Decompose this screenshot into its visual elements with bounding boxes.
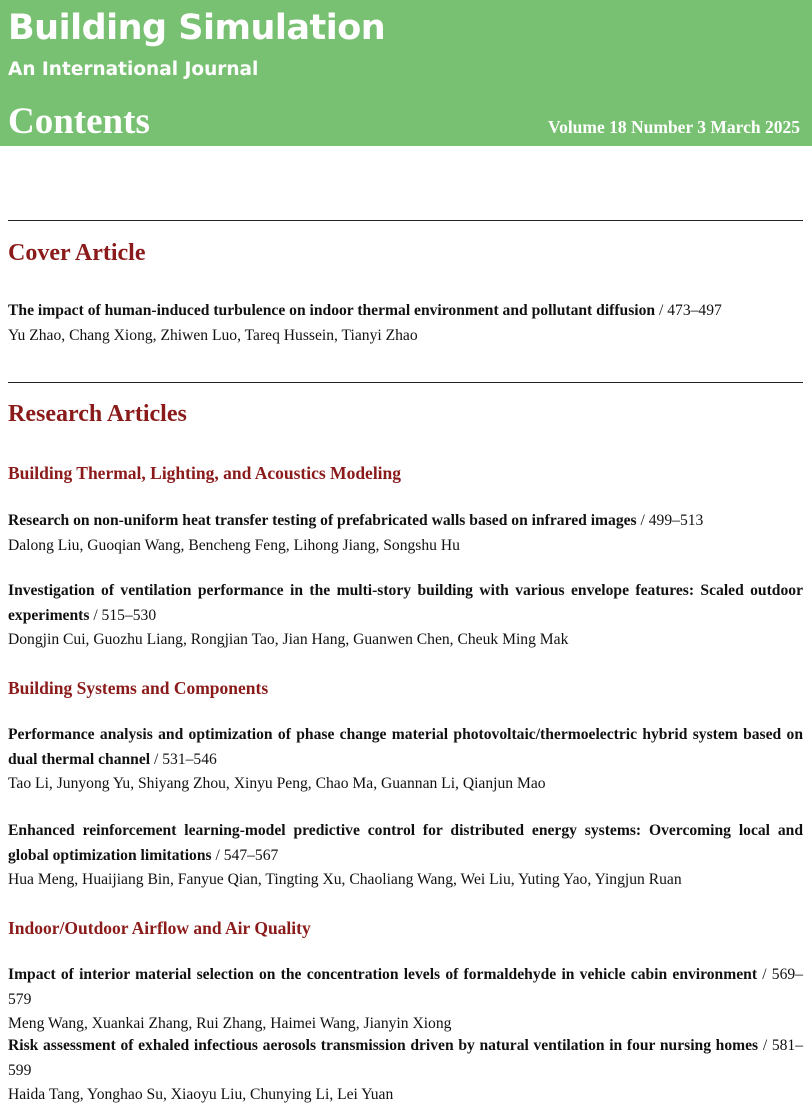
article-entry xyxy=(8,723,803,797)
category-heading: Building Systems and Components xyxy=(8,678,269,698)
divider xyxy=(8,382,803,383)
article-pages: / 531–546 xyxy=(154,750,217,768)
article-authors: Dongjin Cui, Guozhu Liang, Rongjian Tao, Jian Hang, Guanwen Chen, Cheuk Ming Mak xyxy=(8,631,569,648)
article-authors: Dalong Liu, Guoqian Wang, Bencheng Feng, Lihong Jiang, Songshu Hu xyxy=(8,536,460,554)
article-title[interactable]: Performance analysis and optimization of phase change material photovoltaic/thermoelectric hybrid system based on dual thermal channel xyxy=(8,726,803,768)
article-entry xyxy=(8,509,803,558)
article-authors: Haida Tang, Yonghao Su, Xiaoyu Liu, Chunying Li, Lei Yuan xyxy=(8,1086,394,1103)
article-authors: Yu Zhao, Chang Xiong, Zhiwen Luo, Tareq Hussein, Tianyi Zhao xyxy=(8,326,418,344)
article-title[interactable]: Enhanced reinforcement learning-model predictive control for distributed energy systems: Overcoming local and global optimization limitations xyxy=(8,822,803,864)
contents-heading: Contents xyxy=(8,101,150,142)
article-entry xyxy=(8,819,803,893)
article-title[interactable]: Research on non-uniform heat transfer testing of prefabricated walls based on infrared images xyxy=(8,512,637,529)
article-title[interactable]: The impact of human-induced turbulence on indoor thermal environment and pollutant diffusion xyxy=(8,302,656,319)
article-authors: Tao Li, Junyong Yu, Shiyang Zhou, Xinyu Peng, Chao Ma, Guannan Li, Qianjun Mao xyxy=(8,775,546,792)
article-title[interactable]: Impact of interior material selection on the concentration levels of formaldehyde in vehicle cabin environment xyxy=(8,966,758,983)
article-entry xyxy=(8,1034,803,1108)
divider xyxy=(8,220,803,221)
article-authors: Meng Wang, Xuankai Zhang, Rui Zhang, Haimei Wang, Jianyin Xiong xyxy=(8,1015,452,1032)
issue-info: Volume 18 Number 3 March 2025 xyxy=(548,117,800,137)
article-entry xyxy=(8,579,803,653)
research-articles-heading: Research Articles xyxy=(8,401,187,427)
category-heading: Indoor/Outdoor Airflow and Air Quality xyxy=(8,918,311,938)
article-pages: / 515–530 xyxy=(93,606,157,624)
article-pages: / 547–567 xyxy=(215,846,279,864)
article-authors: Hua Meng, Huaijiang Bin, Fanyue Qian, Tingting Xu, Chaoliang Wang, Wei Liu, Yuting Yao, Yingjun Ruan xyxy=(8,871,682,888)
article-pages: / 499–513 xyxy=(640,512,704,529)
journal-subtitle: An International Journal xyxy=(8,59,259,80)
article-pages: / 473–497 xyxy=(659,302,722,319)
article-title[interactable]: Risk assessment of exhaled infectious aerosols transmission driven by natural ventilation in four nursing homes xyxy=(8,1037,759,1054)
journal-title: Building Simulation xyxy=(8,8,386,48)
category-heading: Building Thermal, Lighting, and Acoustics Modeling xyxy=(8,463,402,483)
article-pages: / 569–579 xyxy=(8,966,803,1008)
article-pages: / 581–599 xyxy=(8,1037,804,1079)
journal-banner xyxy=(0,0,812,146)
article-entry xyxy=(8,963,803,1037)
article-entry xyxy=(8,299,803,348)
article-title[interactable]: Investigation of ventilation performance in the multi-story building with various envelope features: Scaled outdoor experiments xyxy=(8,582,803,624)
cover-article-heading: Cover Article xyxy=(8,240,146,266)
